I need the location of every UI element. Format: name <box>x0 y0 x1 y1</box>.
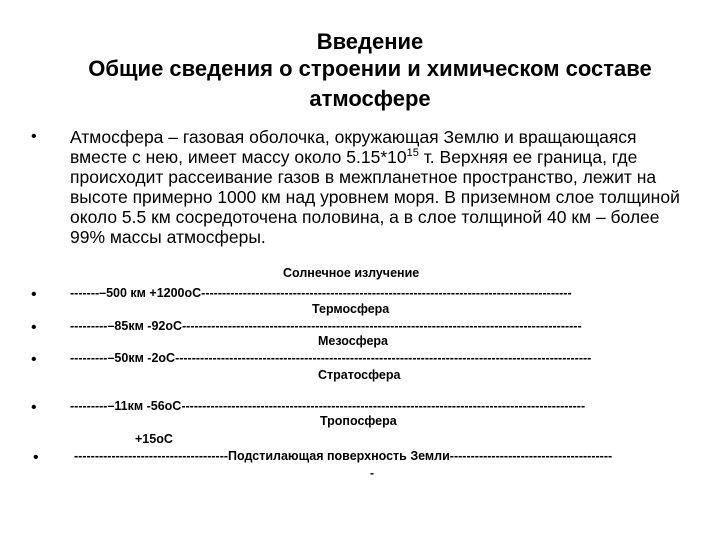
solar-radiation-label: Солнечное излучение <box>283 266 420 280</box>
troposphere-label: Тропосфера <box>320 414 397 428</box>
slide-title-line: Общие сведения о строении и химическом составе <box>88 56 652 81</box>
bullet-marker: • <box>31 399 37 416</box>
boundary-line-11km: ---------–11км -56оС------------------------------------------------------------------------------------------------- <box>70 399 586 413</box>
line-continuation: - <box>370 466 374 480</box>
slide-heading: Введение <box>316 29 424 54</box>
exponent: 15 <box>406 147 419 159</box>
boundary-line-85km: ---------–85км -92оС------------------------------------------------------------------------------------------------ <box>70 319 582 333</box>
stratosphere-label: Стратосфера <box>318 368 401 382</box>
bullet-marker: • <box>31 286 37 303</box>
boundary-line-50km: ---------–50км -2оС---------------------------------------------------------------------------------------------------- <box>70 351 592 365</box>
thermosphere-label: Термосфера <box>312 302 390 316</box>
boundary-line-500km: -------–500 км +1200оС----------------------------------------------------------------------------------------- <box>70 286 572 300</box>
paragraph-text: Атмосфера – газовая оболочка, окружающая Землю и вращающаяся вместе с нею, имеет массу около 5.15*10 <box>70 127 637 167</box>
slide-title-line: атмосфере <box>309 86 431 111</box>
paragraph-text: т. Верхняя ее граница, где происходит рассеивание газов в межпланетное пространство, лежит на высоте примерно 1000 км над уровнем моря. В приземном слое толщиной около 5.5 км сосредоточена половина, а в слое толщиной 40 км – более 99% массы атмосферы. <box>70 147 680 247</box>
bullet-marker: • <box>31 319 37 336</box>
intro-paragraph <box>70 127 690 247</box>
mesosphere-label: Мезосфера <box>318 334 389 348</box>
earth-surface-line: -------------------------------------Подстилающая поверхность Земли--------------------------------------- <box>74 449 613 463</box>
bullet-marker: • <box>31 128 37 145</box>
bullet-marker: • <box>33 449 39 466</box>
bullet-marker: • <box>31 351 37 368</box>
surface-temperature-label: +15оС <box>135 432 173 446</box>
